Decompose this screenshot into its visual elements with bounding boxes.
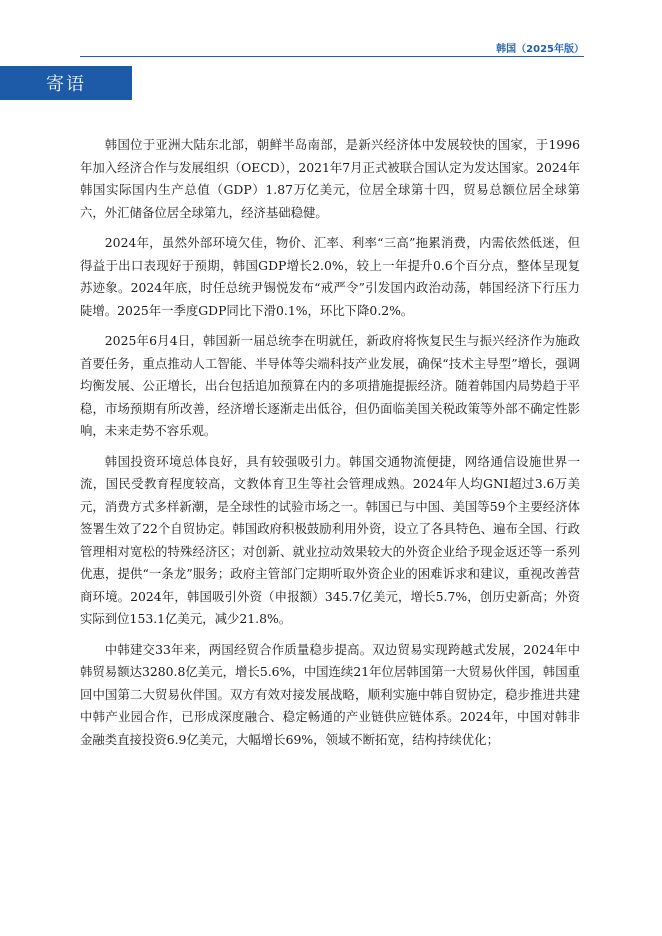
paragraph-2: 2024年，虽然外部环境欠佳，物价、汇率、利率“三高”拖累消费，内需依然低迷，但得益于出口表现好于预期，韩国GDP增长2.0%，较上一年提升0.6个百分点，整体呈现复苏迹象。2024年底，时任总统尹锡悦发布“戒严令”引发国内政治动荡，韩国经济下行压力陡增。2025年一季度GDP同比下滑0.1%，环比下降0.2%。 [80,235,580,318]
running-header-title: 韩国（2025年版） [496,44,584,55]
section-title: 寄语 [46,74,86,95]
paragraph-3: 2025年6月4日，韩国新一届总统李在明就任，新政府将恢复民生与振兴经济作为施政首要任务，重点推动人工智能、半导体等尖端科技产业发展，确保“技术主导型”增长，强调均衡发展、公正增长，出台包括追加预算在内的多项措施提振经济。随着韩国内局势趋于平稳，市场预期有所改善，经济增长逐渐走出低谷，但仍面临美国关税政策等外部不确定性影响，未来走势不容乐观。 [80,333,580,438]
paragraph-1: 韩国位于亚洲大陆东北部，朝鲜半岛南部，是新兴经济体中发展较快的国家，于1996年加入经济合作与发展组织（OECD），2021年7月正式被联合国认定为发达国家。2024年韩国实际国内生产总值（GDP）1.87万亿美元，位居全球第十四，贸易总额位居全球第六，外汇储备位居全球第九，经济基础稳健。 [80,137,580,220]
body-text [80,134,580,759]
header-rule [80,56,584,57]
paragraph-4: 韩国投资环境总体良好，具有较强吸引力。韩国交通物流便捷，网络通信设施世界一流，国民受教育程度较高，文教体育卫生等社会管理成熟。2024年人均GNI超过3.6万美元，消费方式多样新潮，是全球性的试验市场之一。韩国已与中国、美国等59个主要经济体签署生效了22个自贸协定。韩国政府积极鼓励利用外资，设立了各具特色、遍布全国、行政管理相对宽松的特殊经济区；对创新、就业拉动效果较大的外资企业给予现金返还等一系列优惠，提供“一条龙”服务；政府主管部门定期听取外资企业的困难诉求和建议，重视改善营商环境。2024年，韩国吸引外资（申报额）345.7亿美元，增长5.7%，创历史新高；外资实际到位153.1亿美元，减少21.8%。 [80,453,580,626]
section-title-banner [0,66,132,100]
paragraph-5: 中韩建交33年来，两国经贸合作质量稳步提高。双边贸易实现跨越式发展，2024年中韩贸易额达3280.8亿美元，增长5.6%，中国连续21年位居韩国第一大贸易伙伴国，韩国重回中国第二大贸易伙伴国。双方有效对接发展战略，顺利实施中韩自贸协定，稳步推进共建中韩产业园合作，已形成深度融合、稳定畅通的产业链供应链体系。2024年，中国对韩非金融类直接投资6.9亿美元，大幅增长69%，领域不断拓宽，结构持续优化； [80,641,580,747]
